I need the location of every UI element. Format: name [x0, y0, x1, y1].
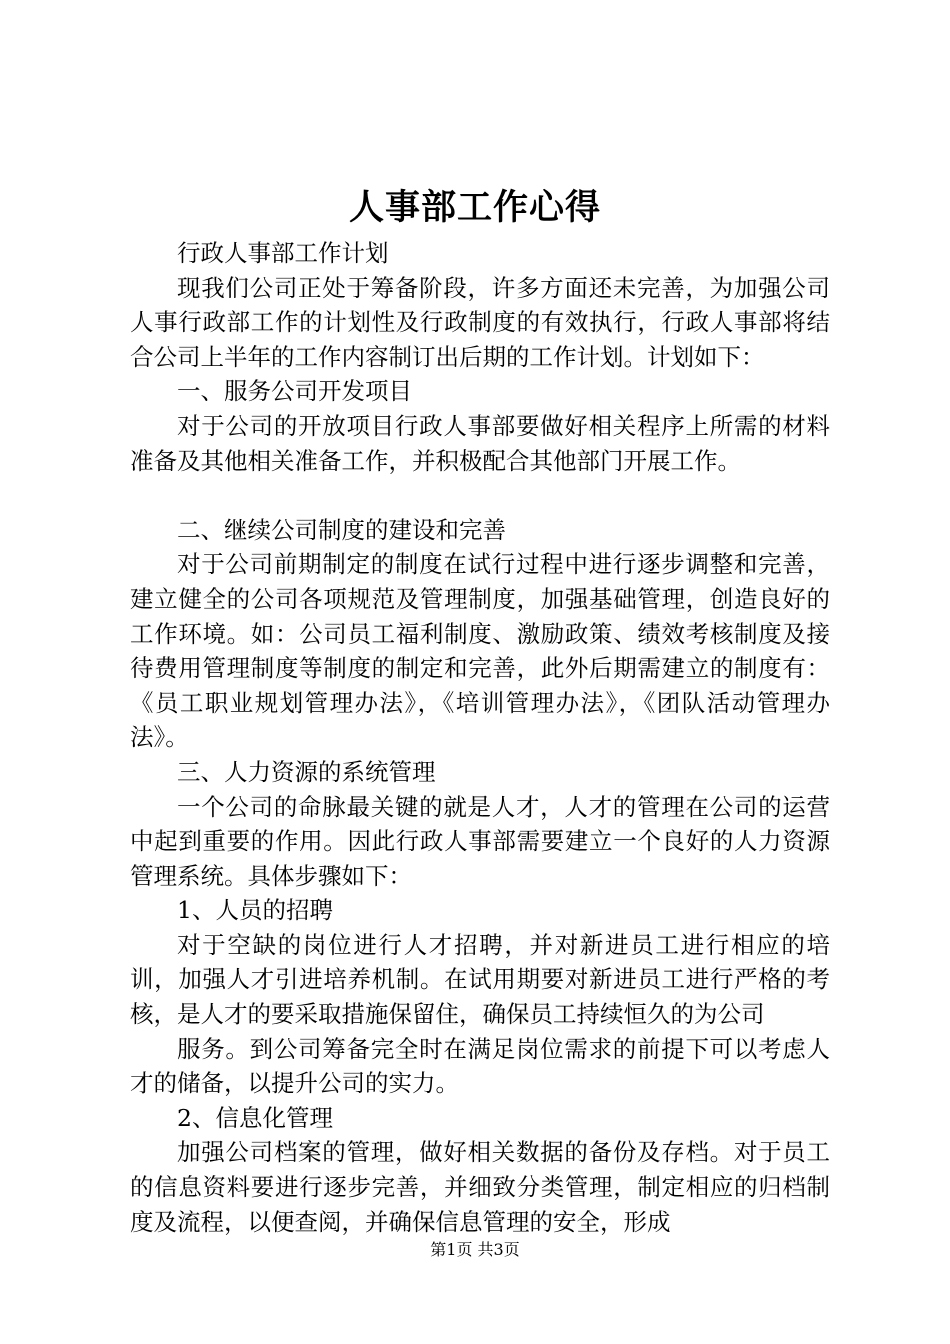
page-footer: 第1页 共3页 — [430, 1240, 520, 1259]
paragraph: 服务。到公司筹备完全时在满足岗位需求的前提下可以考虑人才的储备，以提升公司的实力。 — [130, 1034, 830, 1098]
section-heading: 二、继续公司制度的建设和完善 — [177, 515, 506, 544]
paragraph: 对于公司的开放项目行政人事部要做好相关程序上所需的材料准备及其他相关准备工作，并积极配合其他部门开展工作。 — [130, 411, 830, 475]
paragraph: 现我们公司正处于筹备阶段，许多方面还未完善，为加强公司人事行政部工作的计划性及行政制度的有效执行，行政人事部将结合公司上半年的工作内容制订出后期的工作计划。计划如下： — [130, 273, 830, 371]
paragraph: 对于公司前期制定的制度在试行过程中进行逐步调整和完善，建立健全的公司各项规范及管理制度，加强基础管理，创造良好的工作环境。如：公司员工福利制度、激励政策、绩效考核制度及接待费用管理制度等制度的制定和完善，此外后期需建立的制度有：《员工职业规划管理办法》，《培训管理办法》，《团队活动管理办法》。 — [130, 550, 830, 752]
document-title: 人事部工作心得 — [348, 187, 601, 228]
section-heading: 一、服务公司开发项目 — [177, 377, 412, 406]
subsection-heading: 2、信息化管理 — [177, 1103, 333, 1132]
document-body — [130, 236, 830, 1239]
paragraph: 对于空缺的岗位进行人才招聘，并对新进员工进行相应的培训，加强人才引进培养机制。在试用期要对新进员工进行严格的考核，是人才的要采取措施保留住，确保员工持续恒久的为公司 — [130, 930, 830, 1029]
paragraph: 行政人事部工作计划 — [177, 239, 389, 267]
paragraph: 加强公司档案的管理，做好相关数据的备份及存档。对于员工的信息资料要进行逐步完善，并细致分类管理，制定相应的归档制度及流程，以便查阅，并确保信息管理的安全，形成 — [130, 1138, 830, 1236]
subsection-heading: 1、人员的招聘 — [177, 896, 333, 925]
paragraph: 一个公司的命脉最关键的就是人才，人才的管理在公司的运营中起到重要的作用。因此行政人事部需要建立一个良好的人力资源管理系统。具体步骤如下： — [130, 792, 830, 890]
section-heading: 三、人力资源的系统管理 — [177, 757, 436, 786]
